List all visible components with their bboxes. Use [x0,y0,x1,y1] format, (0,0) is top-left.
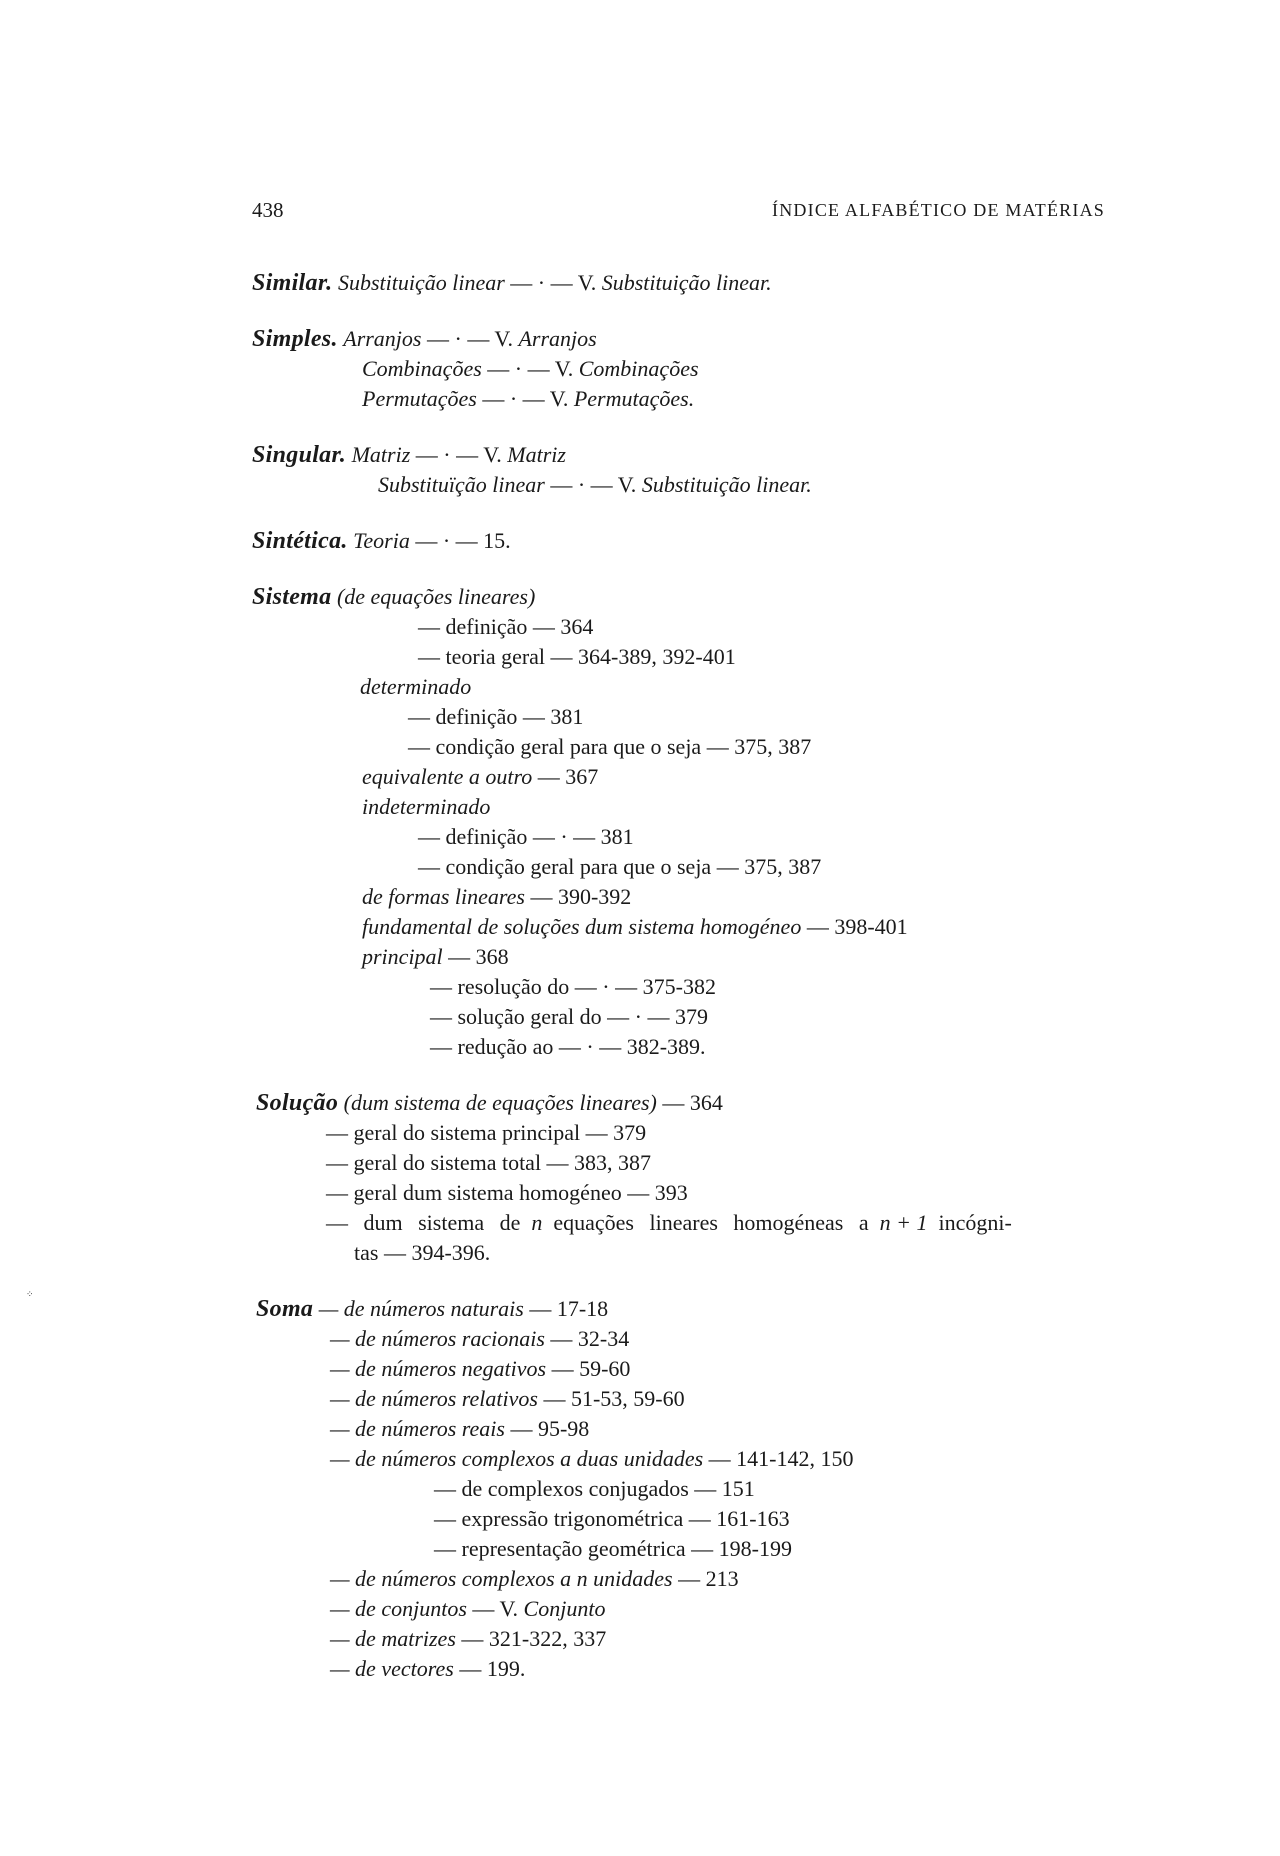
page-header [0,198,1280,228]
page-number: 438 [252,198,284,222]
index-subentry: — definição — · — 381 [418,824,634,849]
index-subentry: — resolução do — · — 375-382 [430,974,716,999]
page-reference: — 199. [453,1656,526,1681]
cross-reference-target: Permutações. [573,386,695,411]
index-line [0,1118,1280,1148]
page-reference: — 390-392 [524,884,632,909]
subentry-text: incógni- [938,1210,1012,1235]
index-line [0,852,1280,882]
index-subterm: — de números reais [330,1416,505,1441]
entry-solucao [0,1088,1280,1268]
index-line [0,612,1280,642]
page-reference: — 367 [532,764,599,789]
index-line [0,1444,1280,1474]
page-reference: — 321-322, 337 [455,1626,607,1651]
cross-reference-target: Matriz [507,442,566,467]
page-reference: — 368 [442,944,509,969]
entry-qualifier: (dum sistema de equações lineares) [343,1090,657,1115]
index-subterm: de formas lineares [362,884,525,909]
index-line [0,1324,1280,1354]
cross-reference-target: Arranjos [518,326,597,351]
index-line [0,440,1280,470]
index-subentry: — geral do sistema total — 383, 387 [326,1150,652,1175]
page-reference: — · — 15. [409,528,511,553]
entry-term: Soma [256,1296,314,1322]
index-subterm: — de números complexos a n unidades [330,1566,673,1591]
index-line [0,792,1280,822]
index-subentry-justified [326,1208,1012,1238]
index-subentry: — definição — 381 [408,704,584,729]
index-line [0,912,1280,942]
index-line [0,1088,1280,1118]
index-subentry: — teoria geral — 364-389, 392-401 [418,644,736,669]
index-line [0,1178,1280,1208]
expression-n-plus-1: n + 1 [879,1210,928,1235]
index-subentry: — condição geral para que o seja — 375, 387 [408,734,812,759]
index-subterm: determinado [360,674,472,699]
index-line [0,762,1280,792]
index-subterm: equivalente a outro [362,764,533,789]
entry-subterm: Substituïção linear [378,472,545,497]
entry-sistema [0,582,1280,1062]
scan-speck: ⁘ [26,1289,34,1299]
index-line [0,1534,1280,1564]
running-head: ÍNDICE ALFABÉTICO DE MATÉRIAS [772,200,1105,220]
cross-reference-target: Combinações [578,356,699,381]
index-line [0,822,1280,852]
index-line [0,1208,1280,1238]
entry-subterm: Arranjos [343,326,422,351]
index-line [0,702,1280,732]
index-subterm: — de números complexos a duas unidades [330,1446,704,1471]
page-reference: — 95-98 [504,1416,590,1441]
entry-qualifier: (de equações lineares) [336,584,536,609]
index-line [0,1654,1280,1684]
cross-reference: — · — V. [481,356,579,381]
index-line [0,1294,1280,1324]
entry-term: Similar. [252,270,333,296]
page-reference: — 17-18 [523,1296,609,1321]
index-line [0,1354,1280,1384]
entry-term: Sistema [252,584,332,610]
index-subterm: — de números naturais [318,1296,524,1321]
index-line [0,582,1280,612]
entry-term: Solução [256,1090,339,1116]
index-subterm: — de números relativos [330,1386,538,1411]
page-reference: — 141-142, 150 [703,1446,854,1471]
cross-reference-target: Substituição linear. [601,270,772,295]
index-line [0,1032,1280,1062]
cross-reference-target: Substituição linear. [641,472,812,497]
page-reference: — 32-34 [544,1326,630,1351]
variable-n: n [531,1210,543,1235]
page-reference: — 59-60 [546,1356,631,1381]
entry-subterm: Teoria [353,528,410,553]
entry-soma [0,1294,1280,1684]
cross-reference: — · — V. [510,270,602,295]
index-line [0,1148,1280,1178]
index-subentry: — condição geral para que o seja — 375, 387 [418,854,822,879]
index-subterm: — de números racionais [330,1326,545,1351]
index-line [0,1002,1280,1032]
entry-subterm: Substituição linear [337,270,505,295]
entry-sintetica [0,526,1280,556]
cross-reference: — V. [466,1596,524,1621]
index-line [0,324,1280,354]
index-subterm: — de matrizes [330,1626,456,1651]
index-subterm: — de números negativos [330,1356,547,1381]
entry-singular [0,440,1280,500]
index-line [0,1238,1280,1268]
subentry-text: — dum sistema de [326,1210,521,1235]
page-reference: — 51-53, 59-60 [537,1386,685,1411]
index-subterm: — de vectores [330,1656,454,1681]
index-subterm: — de conjuntos [330,1596,467,1621]
cross-reference-target: Conjunto [523,1596,606,1621]
index-line [0,1594,1280,1624]
page-reference: — 213 [672,1566,739,1591]
index-subentry: — geral do sistema principal — 379 [326,1120,647,1145]
index-line [0,882,1280,912]
index-line [0,1474,1280,1504]
subentry-text: equações lineares homogéneas a [553,1210,869,1235]
cross-reference: — · — V. [410,442,508,467]
index-subentry: — expressão trigonométrica — 161-163 [434,1506,790,1531]
index-entries [0,268,1280,1710]
index-line [0,642,1280,672]
cross-reference: — · — V. [421,326,519,351]
index-subterm: indeterminado [362,794,491,819]
index-subentry: — representação geométrica — 198-199 [434,1536,792,1561]
entry-subterm: Matriz [351,442,411,467]
index-line [0,470,1280,500]
page-reference: — 398-401 [801,914,908,939]
entry-subterm: Permutações [362,386,477,411]
index-line [0,1384,1280,1414]
index-subentry: — solução geral do — · — 379 [430,1004,708,1029]
index-line [0,732,1280,762]
entry-similar [0,268,1280,298]
index-subterm: fundamental de soluções dum sistema homogéneo [362,914,802,939]
index-line [0,1504,1280,1534]
index-subentry: — definição — 364 [418,614,594,639]
index-subterm: principal [362,944,443,969]
cross-reference: — · — V. [476,386,574,411]
entry-term: Simples. [252,326,338,352]
entry-subterm: Combinações [362,356,482,381]
index-line [0,268,1280,298]
cross-reference: — · — V. [544,472,642,497]
index-subentry: — de complexos conjugados — 151 [434,1476,755,1501]
index-subentry: — redução ao — · — 382-389. [430,1034,706,1059]
index-line [0,672,1280,702]
index-line [0,1414,1280,1444]
index-subentry: — geral dum sistema homogéneo — 393 [326,1180,688,1205]
entry-simples [0,324,1280,414]
index-line [0,354,1280,384]
entry-term: Singular. [252,442,347,468]
index-line [0,942,1280,972]
index-line [0,526,1280,556]
entry-term: Sintética. [252,528,348,554]
index-line [0,384,1280,414]
index-line [0,1624,1280,1654]
index-line [0,1564,1280,1594]
index-subentry-continuation: tas — 394-396. [354,1240,491,1265]
page-reference: — 364 [656,1090,723,1115]
index-line [0,972,1280,1002]
